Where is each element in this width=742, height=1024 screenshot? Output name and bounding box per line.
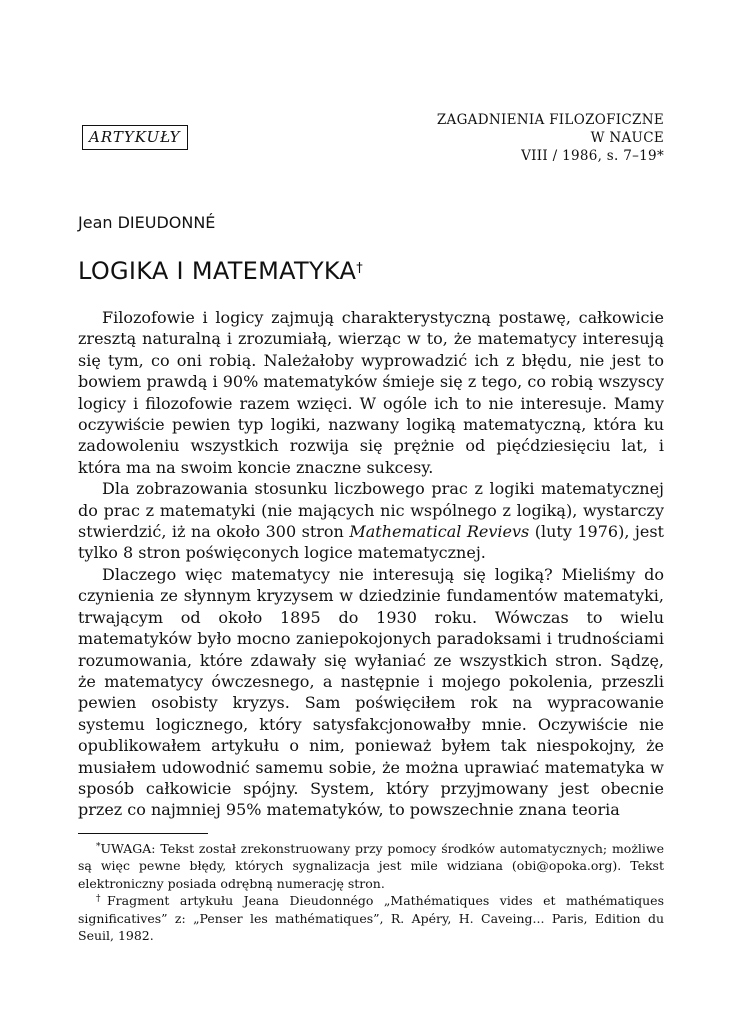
paragraph-2	[78, 478, 664, 564]
journal-subtitle: W NAUCE	[590, 130, 664, 146]
journal-volume-pages: VIII / 1986, s. 7–19*	[521, 148, 664, 164]
paragraph-2-text-a: Dla zobrazowania stosunku liczbowego prac z logiki matematycznej do prac z matematyki (nie mających nic wspólnego z logiką), wystarczy stwierdzić, iż na około 300 stron	[78, 479, 664, 542]
footnote-2-text: Fragment artykułu Jeana Dieudonnégo „Mathématiques vides et mathématiques significatives” z: „Penser les mathématiques”, R. Apéry, H. Caveing... Paris, Edition du Seuil, 1982.	[78, 893, 664, 944]
paragraph-2-text-b: (luty 1976), jest tylko 8 stron poświęconych logice matematycznej.	[78, 522, 664, 563]
section-label: ARTYKUŁY	[82, 125, 188, 150]
article-body	[78, 307, 664, 821]
footnote-divider	[78, 833, 208, 834]
title-footnote-mark: †	[356, 261, 364, 276]
paragraph-1: Filozofowie i logicy zajmują charakterystyczną postawę, całkowicie zresztą naturalną i zrozumiałą, wierząc w to, że matematycy interesują się tym, co oni robią. Należałoby wyprowadzić ich z błędu, nie jest to bowiem prawdą i 90% matematyków śmieje się z tego, co robią wszyscy logicy i filozofowie razem wzięci. W ogóle ich to nie interesuje. Mamy oczywiście pewien typ logiki, nazwany logiką matematyczną, która ku zadowoleniu wszystkich rozwija się prężnie od pięćdziesięciu lat, i która ma na swoim koncie znaczne sukcesy.	[78, 308, 664, 477]
journal-info	[437, 111, 664, 165]
footnote-1	[78, 840, 664, 892]
article-title	[78, 256, 363, 286]
author-name: Jean DIEUDONNÉ	[78, 213, 216, 232]
footnotes	[78, 840, 664, 944]
journal-name: ZAGADNIENIA FILOZOFICZNE	[436, 112, 664, 128]
footnote-1-mark: *	[96, 842, 101, 852]
paragraph-3: Dlaczego więc matematycy nie interesują się logiką? Mieliśmy do czynienia ze słynnym kryzysem w dziedzinie fundamentów matematyki, trwającym od około 1895 do 1930 roku. Wówczas to wielu matematyków było mocno zaniepokojonych paradoksami i trudnościami rozumowania, które zdawały się wyłaniać ze wszystkich stron. Sądzę, że matematycy ówczesnego, a następnie i mojego pokolenia, przeszli pewien osobisty kryzys. Sam poświęciłem rok na wypracowanie systemu logicznego, który satysfakcjonowałby mnie. Oczywiście nie opublikowałem artykułu o nim, ponieważ byłem tak niespokojny, że musiałem udowodnić samemu sobie, że można uprawiać matematyka w sposób całkowicie spójny. System, który przyjmowany jest obecnie przez co najmniej 95% matematyków, to powszechnie znana teoria	[78, 564, 664, 820]
footnote-2	[78, 892, 664, 944]
footnote-2-mark: †	[96, 894, 107, 905]
journal-citation: Mathematical Revievs	[349, 522, 530, 542]
article-title-text: LOGIKA I MATEMATYKA	[78, 257, 357, 285]
footnote-1-text: UWAGA: Tekst został zrekonstruowany przy pomocy środków automatycznych; możliwe są więc pewne błędy, których sygnalizacja jest mile widziana (obi@opoka.org). Tekst elektroniczny posiada odrębną numerację stron.	[78, 841, 664, 891]
